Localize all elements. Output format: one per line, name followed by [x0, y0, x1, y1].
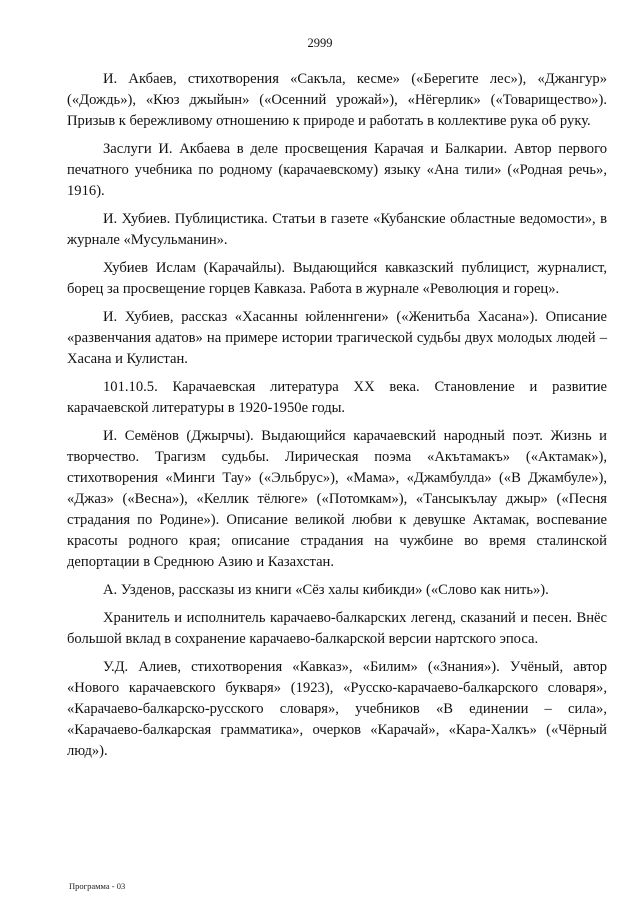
paragraph-khubiev-islam: Хубиев Ислам (Карачайлы). Выдающийся кавказский публицист, журналист, борец за просвещение горцев Кавказа. Работа в журнале «Революция и горец».: [67, 260, 607, 297]
paragraph-keeper-of-legends: Хранитель и исполнитель карачаево-балкарских легенд, сказаний и песен. Внёс большой вклад в сохранение карачаево-балкарской версии нартского эпоса.: [67, 610, 607, 647]
page-number: 2999: [307, 36, 333, 50]
page-footer: Программа - 03: [69, 881, 126, 891]
paragraph-section-heading: 101.10.5. Карачаевская литература XX века. Становление и развитие карачаевской литературы в 1920-1950е годы.: [67, 379, 607, 416]
paragraph-khubiev-story: И. Хубиев, рассказ «Хасанны юйленнгени» («Женитьба Хасана»). Описание «развенчания адатов» на примере истории трагической судьбы двух молодых людей – Хасана и Кулистан.: [67, 309, 607, 367]
document-body: [67, 69, 607, 769]
paragraph-akbaev-merits: Заслуги И. Акбаева в деле просвещения Карачая и Балкарии. Автор первого печатного учебника по родному (карачаевскому) языку «Ана тили» («Родная речь», 1916).: [67, 141, 607, 199]
paragraph-khubiev-publicism: И. Хубиев. Публицистика. Статьи в газете «Кубанские областные ведомости», в журнале «Мусульманин».: [67, 211, 607, 248]
paragraph-akbaev-poems: И. Акбаев, стихотворения «Сакъла, кесме» («Берегите лес»), «Джангур» («Дождь»), «Кюз джыйын» («Осенний урожай»), «Нёгерлик» («Товарищество»). Призыв к бережливому отношению к природе и работать в коллективе рука об руку.: [67, 71, 607, 129]
paragraph-semenov: И. Семёнов (Джырчы). Выдающийся карачаевский народный поэт. Жизнь и творчество. Трагизм судьбы. Лирическая поэма «Акътамакъ» («Актамак»), стихотворения «Минги Тау» («Эльбрус»), «Мама», «Джамбулда» («В Джамбуле»), «Джаз» («Весна»), «Келлик тёлюге» («Потомкам»), «Тансыкълау джыр» («Песня страдания по Родине»). Описание великой любви к девушке Актамак, воспевание красоты родного края; описание страдания на чужбине во время сталинской депортации в Среднюю Азию и Казахстан.: [67, 428, 607, 570]
paragraph-aliev: У.Д. Алиев, стихотворения «Кавказ», «Билим» («Знания»). Учёный, автор «Нового карачаевского букваря» (1923), «Русско-карачаево-балкарского словаря», «Карачаево-балкарско-русского словаря», учебников «В единении – сила», «Карачаево-балкарская грамматика», очерков «Карачай», «Кара-Халкъ» («Чёрный люд»).: [67, 659, 607, 759]
paragraph-uzdenov: А. Узденов, рассказы из книги «Сёз халы кибикди» («Слово как нить»).: [103, 582, 549, 598]
